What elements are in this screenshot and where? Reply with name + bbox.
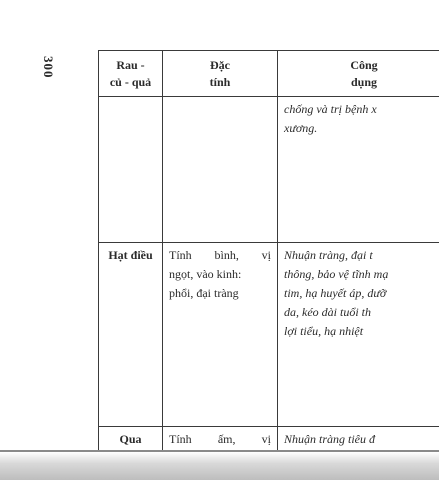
header-line: Công xyxy=(350,57,378,72)
table-header-row xyxy=(99,51,439,97)
row-name-cell xyxy=(99,97,163,243)
uses-line: xương. xyxy=(284,121,318,135)
property-line: phổi, đại tràng xyxy=(169,286,239,300)
table-row xyxy=(99,243,439,427)
header-line: Rau - xyxy=(116,57,145,72)
uses-line: Nhuận tràng, đại t xyxy=(284,248,373,262)
header-line: củ - quả xyxy=(109,74,152,89)
uses-line: tim, hạ huyết áp, dưỡ xyxy=(284,286,387,300)
vegetable-table xyxy=(98,50,439,473)
header-line: Đặc xyxy=(210,57,230,72)
row-property-cell xyxy=(163,97,278,243)
header-line: dụng xyxy=(350,74,378,89)
uses-line: thông, bảo vệ tĩnh mạ xyxy=(284,267,389,281)
name-line: Hạt điều xyxy=(108,248,153,262)
uses-line: Nhuận tràng tiêu đ xyxy=(284,432,376,446)
row-name-cell xyxy=(99,243,163,427)
property-line: ngọt, vào kinh: xyxy=(169,267,242,281)
table-row xyxy=(99,97,439,243)
uses-line: chống và trị bệnh x xyxy=(284,102,377,116)
header-vegetable xyxy=(99,51,163,97)
uses-line: da, kéo dài tuổi th xyxy=(284,305,371,319)
row-uses-cell xyxy=(278,97,439,243)
row-property-cell xyxy=(163,243,278,427)
header-uses xyxy=(278,51,439,97)
name-line: Qua xyxy=(119,432,142,446)
page-bottom-shadow xyxy=(0,452,439,480)
property-line: Tính ấm, vị xyxy=(169,432,271,446)
row-uses-cell xyxy=(278,243,439,427)
page-number: 300 xyxy=(41,56,56,79)
property-line: Tính bình, vị xyxy=(169,248,271,262)
header-property xyxy=(163,51,278,97)
uses-line: lợi tiểu, hạ nhiệt xyxy=(284,324,364,338)
header-line: tính xyxy=(209,74,231,89)
